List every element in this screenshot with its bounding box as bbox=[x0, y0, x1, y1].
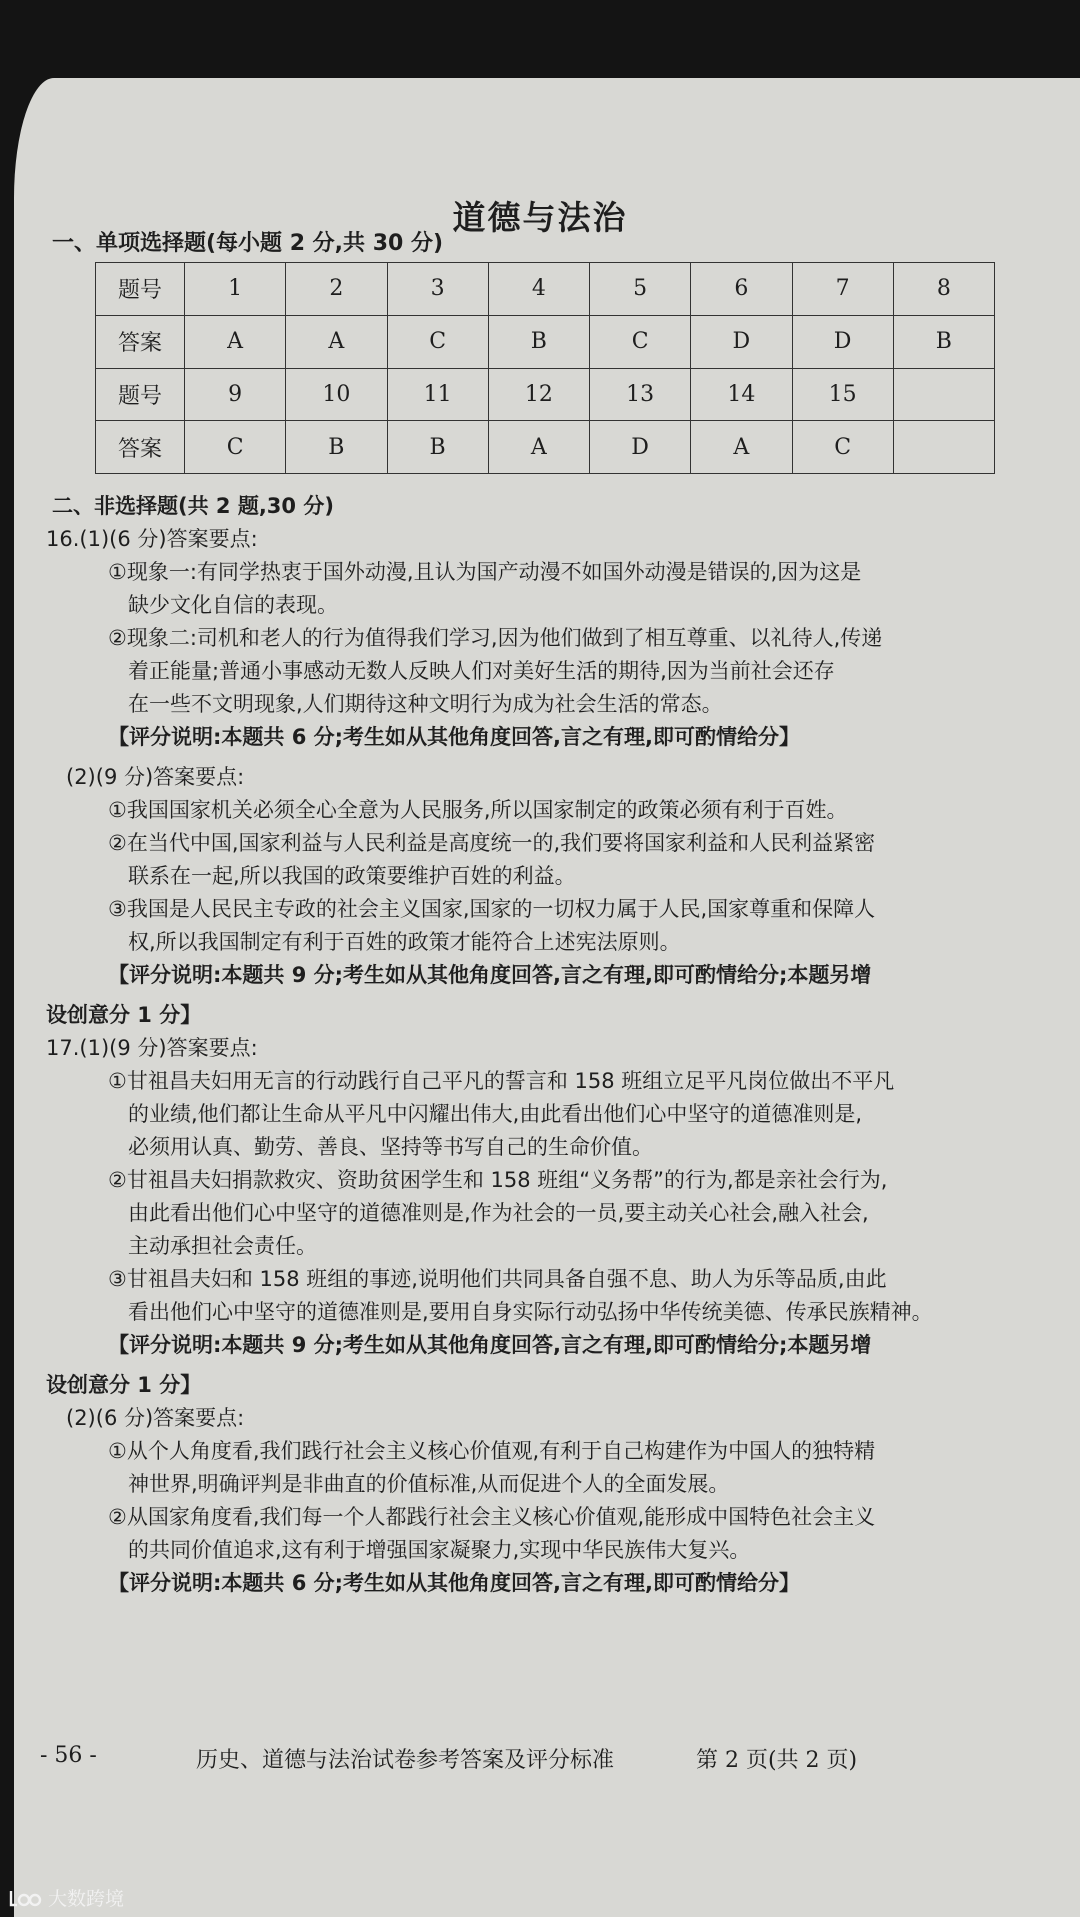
answer-table-cell: 15 bbox=[792, 368, 893, 421]
answer-table-cell: D bbox=[590, 421, 691, 474]
answer-table-cell: 6 bbox=[691, 263, 792, 316]
grading-note-line: 【评分说明:本题共 9 分;考生如从其他角度回答,言之有理,即可酌情给分;本题另增 bbox=[108, 1333, 872, 1357]
answer-table-header-cell: 答案 bbox=[96, 315, 185, 368]
answer-line: 由此看出他们心中坚守的道德准则是,作为社会的一员,要主动关心社会,融入社会, bbox=[128, 1201, 869, 1225]
answer-table-cell: 3 bbox=[387, 263, 488, 316]
answer-line: 在一些不文明现象,人们期待这种文明行为成为社会生活的常态。 bbox=[128, 692, 723, 716]
answer-table-cell: D bbox=[792, 315, 893, 368]
answer-table-cell: 14 bbox=[691, 368, 792, 421]
answer-table-cell: C bbox=[387, 315, 488, 368]
answer-line: 17.(1)(9 分)答案要点: bbox=[46, 1036, 258, 1060]
answer-line: 的业绩,他们都让生命从平凡中闪耀出伟大,由此看出他们心中坚守的道德准则是, bbox=[128, 1102, 863, 1126]
answer-line: ②现象二:司机和老人的行为值得我们学习,因为他们做到了相互尊重、以礼待人,传递 bbox=[108, 626, 883, 650]
page-title: 道德与法治 bbox=[452, 198, 628, 237]
answer-table-cell bbox=[893, 421, 994, 474]
answer-table-header-cell: 题号 bbox=[96, 263, 185, 316]
answer-table-cell: B bbox=[893, 315, 994, 368]
answer-table-cell: 2 bbox=[286, 263, 387, 316]
answer-table-cell: 1 bbox=[185, 263, 286, 316]
answer-table-cell: B bbox=[488, 315, 589, 368]
answer-line: ③甘祖昌夫妇和 158 班组的事迹,说明他们共同具备自强不息、助人为乐等品质,由此 bbox=[108, 1267, 887, 1291]
answer-table-cell: D bbox=[691, 315, 792, 368]
watermark bbox=[8, 1884, 124, 1911]
section-heading-nonchoice: 二、非选择题(共 2 题,30 分) bbox=[52, 494, 334, 518]
answer-line: 的共同价值追求,这有利于增强国家凝聚力,实现中华民族伟大复兴。 bbox=[128, 1538, 751, 1562]
answer-line: (2)(6 分)答案要点: bbox=[66, 1406, 245, 1430]
answer-line: ①从个人角度看,我们践行社会主义核心价值观,有利于自己构建作为中国人的独特精 bbox=[108, 1439, 876, 1463]
answer-table-cell: 7 bbox=[792, 263, 893, 316]
answer-table-cell: A bbox=[488, 421, 589, 474]
answer-table-cell: A bbox=[691, 421, 792, 474]
answer-line: 联系在一起,所以我国的政策要维护百姓的利益。 bbox=[128, 864, 576, 888]
answer-line: 必须用认真、勤劳、善良、坚持等书写自己的生命价值。 bbox=[128, 1135, 653, 1159]
watermark-logo-icon bbox=[8, 1887, 42, 1909]
answer-table-cell bbox=[893, 368, 994, 421]
answer-line: 主动承担社会责任。 bbox=[128, 1234, 317, 1258]
answer-line: (2)(9 分)答案要点: bbox=[66, 765, 245, 789]
answer-table-row bbox=[96, 315, 995, 368]
grading-note-line: 【评分说明:本题共 6 分;考生如从其他角度回答,言之有理,即可酌情给分】 bbox=[108, 1571, 800, 1595]
answer-table bbox=[95, 262, 995, 474]
answer-line: ②甘祖昌夫妇捐款救灾、资助贫困学生和 158 班组“义务帮”的行为,都是亲社会行为, bbox=[108, 1168, 888, 1192]
answer-line: ②从国家角度看,我们每一个人都践行社会主义核心价值观,能形成中国特色社会主义 bbox=[108, 1505, 876, 1529]
answer-table-cell: 10 bbox=[286, 368, 387, 421]
grading-note-line: 【评分说明:本题共 9 分;考生如从其他角度回答,言之有理,即可酌情给分;本题另增 bbox=[108, 963, 872, 987]
section-heading-choice: 一、单项选择题(每小题 2 分,共 30 分) bbox=[52, 231, 444, 256]
answer-line: ③我国是人民民主专政的社会主义国家,国家的一切权力属于人民,国家尊重和保障人 bbox=[108, 897, 876, 921]
answer-table-cell: A bbox=[185, 315, 286, 368]
answer-line: 权,所以我国制定有利于百姓的政策才能符合上述宪法原则。 bbox=[128, 930, 681, 954]
answer-table-cell: C bbox=[590, 315, 691, 368]
answer-line: 16.(1)(6 分)答案要点: bbox=[46, 527, 258, 551]
grading-note-line: 【评分说明:本题共 6 分;考生如从其他角度回答,言之有理,即可酌情给分】 bbox=[108, 725, 800, 749]
footer-page-info: 第 2 页(共 2 页) bbox=[696, 1748, 858, 1773]
answer-line: 着正能量;普通小事感动无数人反映人们对美好生活的期待,因为当前社会还存 bbox=[128, 659, 835, 683]
answer-table-cell: B bbox=[387, 421, 488, 474]
grading-note-line: 设创意分 1 分】 bbox=[46, 1003, 202, 1027]
answer-table-cell: C bbox=[185, 421, 286, 474]
grading-note-line: 设创意分 1 分】 bbox=[46, 1373, 202, 1397]
answer-table-cell: 9 bbox=[185, 368, 286, 421]
answer-line: 神世界,明确评判是非曲直的价值标准,从而促进个人的全面发展。 bbox=[128, 1472, 730, 1496]
answer-table-row bbox=[96, 263, 995, 316]
answer-table-cell: 11 bbox=[387, 368, 488, 421]
answer-table-cell: 12 bbox=[488, 368, 589, 421]
footer-page-number: - 56 - bbox=[40, 1743, 97, 1768]
answer-table-row bbox=[96, 421, 995, 474]
answer-table-cell: 5 bbox=[590, 263, 691, 316]
answer-table-cell: B bbox=[286, 421, 387, 474]
answer-table-cell: 8 bbox=[893, 263, 994, 316]
answer-table-header-cell: 答案 bbox=[96, 421, 185, 474]
answer-table-cell: C bbox=[792, 421, 893, 474]
answer-line: ①现象一:有同学热衷于国外动漫,且认为国产动漫不如国外动漫是错误的,因为这是 bbox=[108, 560, 862, 584]
answer-table-cell: A bbox=[286, 315, 387, 368]
answer-line: 看出他们心中坚守的道德准则是,要用自身实际行动弘扬中华传统美德、传承民族精神。 bbox=[128, 1300, 933, 1324]
footer-doc-title: 历史、道德与法治试卷参考答案及评分标准 bbox=[196, 1748, 615, 1773]
watermark-text: 大数跨境 bbox=[48, 1888, 125, 1910]
answer-table-header-cell: 题号 bbox=[96, 368, 185, 421]
answer-table-cell: 4 bbox=[488, 263, 589, 316]
answer-line: ①甘祖昌夫妇用无言的行动践行自己平凡的誓言和 158 班组立足平凡岗位做出不平凡 bbox=[108, 1069, 895, 1093]
answer-line: 缺少文化自信的表现。 bbox=[128, 593, 338, 617]
answer-table-row bbox=[96, 368, 995, 421]
answer-line: ①我国国家机关必须全心全意为人民服务,所以国家制定的政策必须有利于百姓。 bbox=[108, 798, 848, 822]
answer-line: ②在当代中国,国家利益与人民利益是高度统一的,我们要将国家利益和人民利益紧密 bbox=[108, 831, 876, 855]
answer-table-cell: 13 bbox=[590, 368, 691, 421]
